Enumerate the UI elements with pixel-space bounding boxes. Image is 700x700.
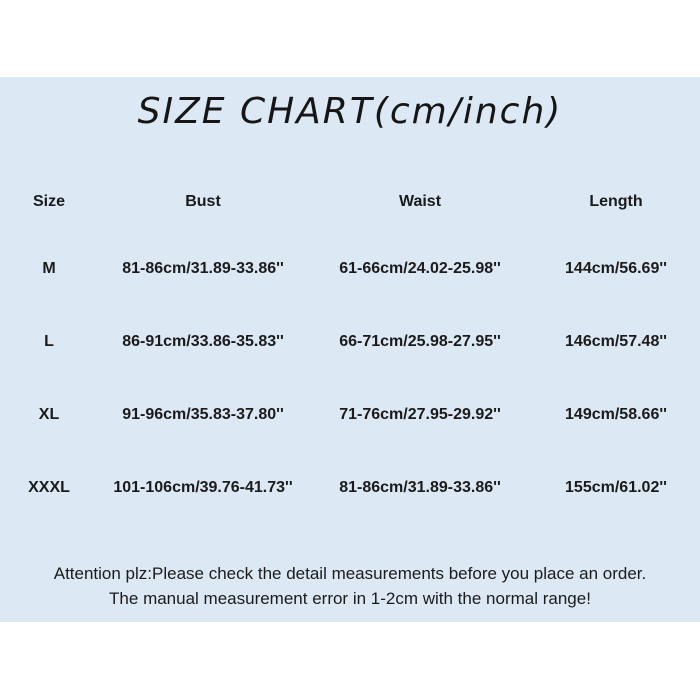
attention-note	[0, 561, 700, 611]
size-table	[0, 172, 700, 524]
cell-bust: 101-106cm/39.76-41.73''	[113, 478, 293, 496]
cell-waist: 71-76cm/27.95-29.92''	[339, 405, 501, 423]
table-row-xxxl	[0, 451, 700, 524]
column-header-waist: Waist	[398, 193, 442, 210]
table-row-xl	[0, 378, 700, 451]
cell-bust: 81-86cm/31.89-33.86''	[122, 259, 284, 277]
column-header-bust: Bust	[185, 193, 221, 210]
cell-bust: 91-96cm/35.83-37.80''	[122, 405, 284, 423]
size-chart-panel	[0, 77, 700, 622]
cell-size: XL	[38, 405, 60, 423]
column-header-size: Size	[32, 193, 65, 210]
cell-length: 149cm/58.66''	[565, 405, 667, 423]
cell-size: XXXL	[28, 478, 70, 496]
cell-waist: 66-71cm/25.98-27.95''	[339, 332, 501, 350]
cell-length: 144cm/56.69''	[565, 259, 667, 277]
attention-note-line-2: The manual measurement error in 1-2cm with the normal range!	[109, 589, 591, 608]
size-chart-title: SIZE CHART(cm/inch)	[137, 91, 563, 132]
cell-waist: 81-86cm/31.89-33.86''	[339, 478, 501, 496]
cell-bust: 86-91cm/33.86-35.83''	[122, 332, 284, 350]
table-row-m	[0, 232, 700, 305]
cell-waist: 61-66cm/24.02-25.98''	[339, 259, 501, 277]
cell-length: 155cm/61.02''	[565, 478, 667, 496]
cell-size: L	[44, 332, 54, 350]
cell-length: 146cm/57.48''	[565, 332, 667, 350]
cell-size: M	[42, 259, 56, 277]
table-row-l	[0, 305, 700, 378]
column-header-length: Length	[589, 193, 643, 210]
attention-note-line-1: Attention plz:Please check the detail measurements before you place an order.	[53, 564, 647, 583]
table-header-row	[0, 172, 700, 232]
